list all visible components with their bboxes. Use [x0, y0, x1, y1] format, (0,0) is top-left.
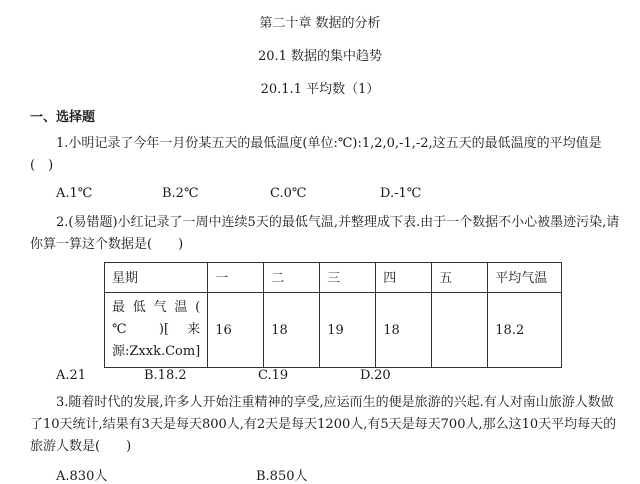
section-title: 20.1 数据的集中趋势 — [257, 49, 383, 64]
q2-option-d: D.20 — [360, 368, 391, 383]
table-header-cell: 四 — [376, 263, 432, 293]
q3-option-b: B.850人 — [256, 469, 308, 484]
table-header-row — [105, 263, 562, 293]
subsection-title: 20.1.1 平均数（1） — [260, 82, 380, 97]
q2-option-b: B.18.2 — [144, 368, 187, 383]
table-cell: 18.2 — [488, 293, 562, 368]
table-row — [105, 293, 562, 368]
temperature-table — [104, 262, 562, 368]
q2-option-c: C.19 — [258, 368, 289, 383]
question-2-text: 2.(易错题)小红记录了一周中连续5天的最低气温,并整理成下表.由于一个数据不小心被墨迹污染,请你算一算这个数据是( ) — [30, 215, 620, 252]
question-3-text: 3.随着时代的发展,许多人开始注重精神的享受,应运而生的便是旅游的兴起.有人对南山旅游人数做了10天统计,结果有3天是每天800人,有2天是每天1200人,有5天是每天700人,那么这10天平均每天的旅游人数是( ) — [30, 395, 617, 454]
q1-option-d: D.-1℃ — [380, 186, 422, 201]
table-cell: 18 — [376, 293, 432, 368]
table-cell: 19 — [320, 293, 376, 368]
table-header-cell: 三 — [320, 263, 376, 293]
chapter-title: 第二十章 数据的分析 — [259, 16, 381, 31]
q1-option-b: B.2℃ — [162, 186, 199, 201]
table-cell: 18 — [264, 293, 320, 368]
section-heading: 一、选择题 — [30, 110, 96, 125]
q2-option-a: A.21 — [56, 368, 87, 383]
q1-option-a: A.1℃ — [56, 186, 93, 201]
q1-option-c: C.0℃ — [270, 186, 307, 201]
table-header-cell: 一 — [208, 263, 264, 293]
table-header-cell: 平均气温 — [488, 263, 562, 293]
table-cell: 16 — [208, 293, 264, 368]
question-1-text: 1.小明记录了今年一月份某五天的最低温度(单位:℃):1,2,0,-1,-2,这五天的最低温度的平均值是( ) — [30, 136, 602, 173]
q3-option-a: A.830人 — [56, 469, 108, 484]
table-cell-blank — [432, 293, 488, 368]
table-header-cell: 星期 — [105, 263, 208, 293]
table-header-cell: 五 — [432, 263, 488, 293]
table-row-label: 最 低 气 温 ( ℃ )[ 来源:Zxxk.Com] — [105, 293, 208, 368]
table-header-cell: 二 — [264, 263, 320, 293]
